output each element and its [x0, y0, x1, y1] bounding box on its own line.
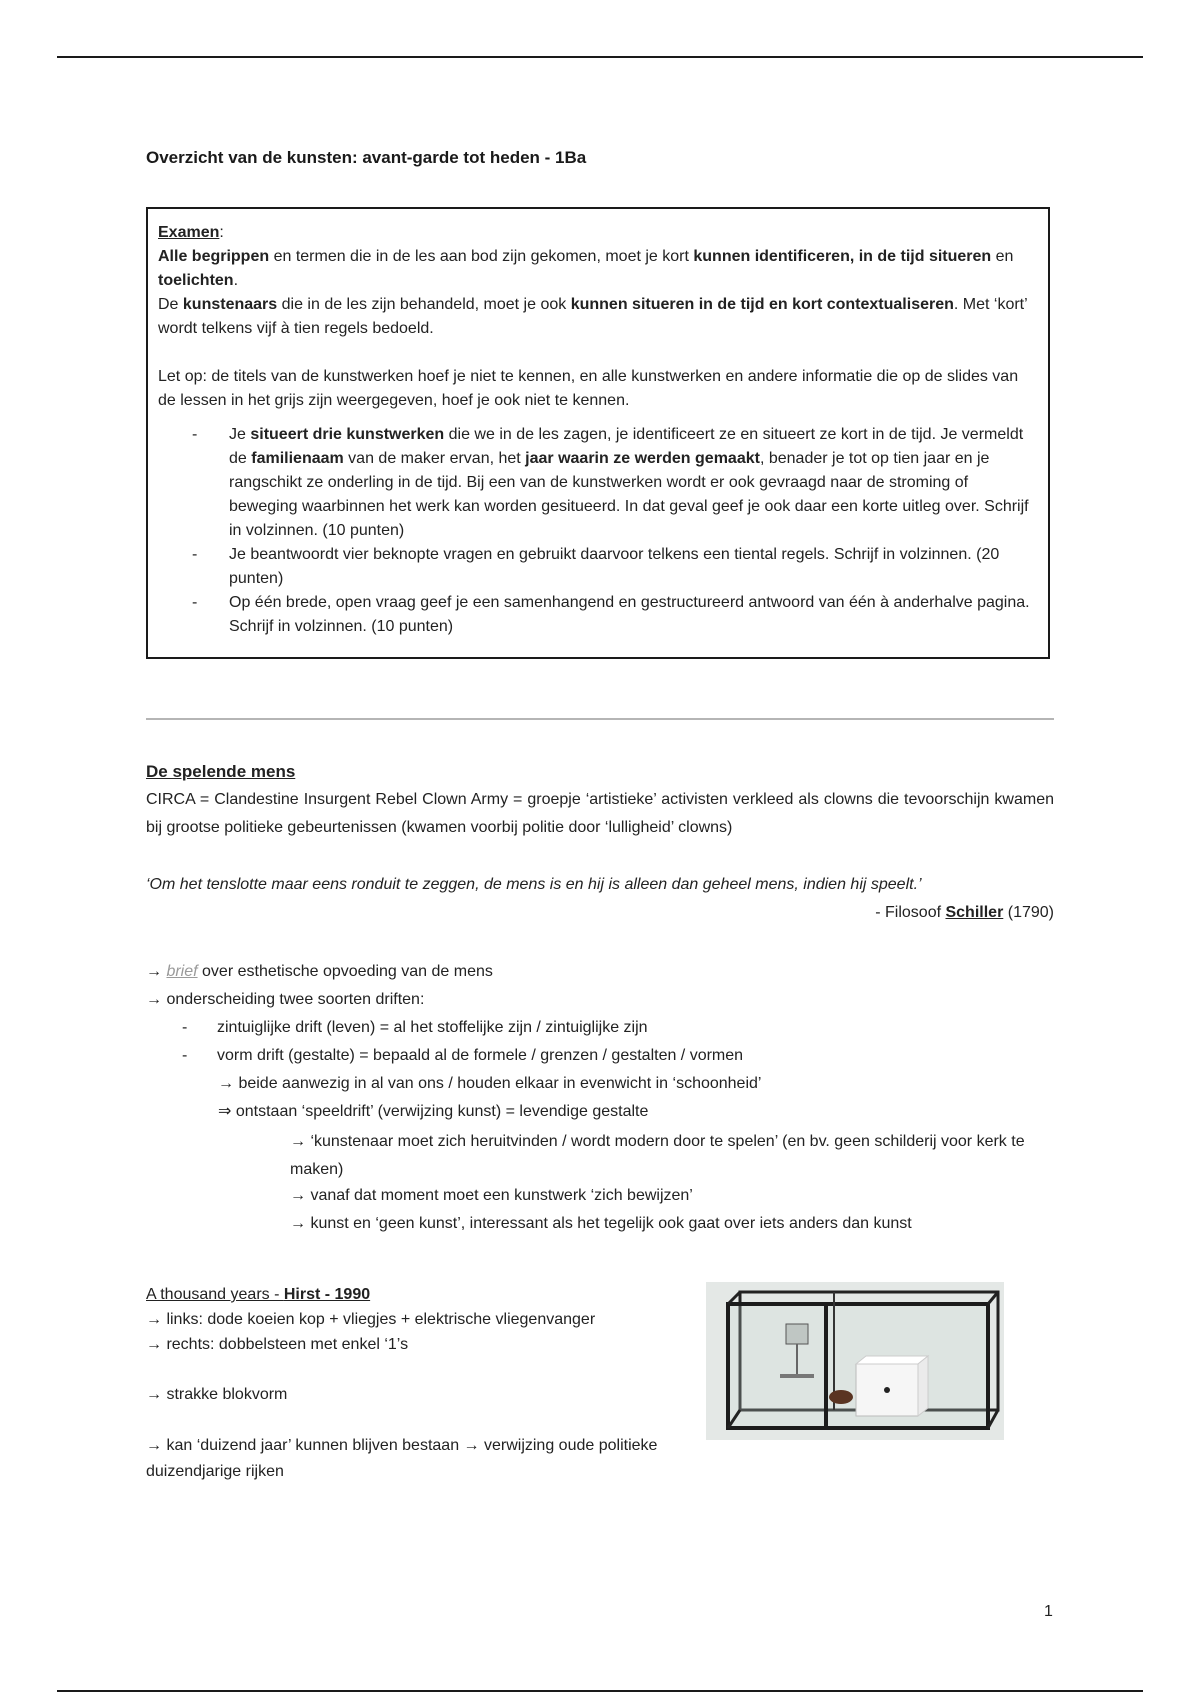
note-line: → onderscheiding twee soorten driften: — [146, 991, 425, 1008]
page-number: 1 — [1044, 1603, 1053, 1620]
artwork-note: → kan ‘duizend jaar’ kunnen blijven bestaan → verwijzing oude politieke duizendjarige rijken — [146, 1437, 658, 1480]
artwork-note: → strakke blokvorm — [146, 1386, 288, 1403]
quote-attribution: - Filosoof Schiller (1790) — [875, 904, 1054, 921]
artwork-note: → links: dode koeien kop + vliegjes + elektrische vliegenvanger — [146, 1311, 596, 1328]
note-line: - vorm drift (gestalte) = bepaald al de formele / grenzen / gestalten / vormen — [182, 1047, 744, 1064]
exam-heading: Examen: — [158, 224, 224, 241]
exam-list-item: - Op één brede, open vraag geef je een samenhangend en gestructureerd antwoord van één à anderhalve pagina. Schrijf in volzinnen. (10 punten) — [229, 591, 1036, 639]
glass-vitrine-illustration — [706, 1282, 1004, 1440]
exam-info-box — [146, 207, 1050, 659]
exam-list-item: - Je beantwoordt vier beknopte vragen en gebruikt daarvoor telkens een tiental regels. Schrijf in volzinnen. (20 punten) — [229, 543, 1036, 591]
circa-paragraph: CIRCA = Clandestine Insurgent Rebel Clown Army = groepje ‘artistieke’ activisten verkleed als clowns die tevoorschijn kwamen bij grootse politieke gebeurtenissen (kwamen voorbij politie door ‘lulligheid’ clowns) — [146, 791, 1054, 836]
note-line: → kunst en ‘geen kunst’, interessant als het tegelijk ook gaat over iets anders dan kunst — [290, 1215, 912, 1232]
exam-list-item: - Je situeert drie kunstwerken die we in de les zagen, je identificeert ze en situeert ze kort in de tijd. Je vermeldt de familienaam van de maker ervan, het jaar waarin ze werden gemaakt, benader je tot op tien jaar en je rangschikt ze onderling in de tijd. Bij een van de kunstwerken wordt er ook gevraagd naar de stroming of beweging waarbinnen het werk kan worden gesitueerd. In dat geval geef je ook daar een korte uitleg over. Schrijf in volzinnen. (10 punten) — [229, 423, 1036, 543]
footer-rule — [57, 1690, 1143, 1692]
document-title: Overzicht van de kunsten: avant-garde tot heden - 1Ba — [146, 148, 587, 167]
exam-paragraph-3: Let op: de titels van de kunstwerken hoef je niet te kennen, en alle kunstwerken en andere informatie die op de slides van de lessen in het grijs zijn weergegeven, hoef je ook niet te kennen. — [158, 368, 1019, 409]
notes-list — [146, 960, 1054, 1240]
exam-paragraph-2: De kunstenaars die in de les zijn behandeld, moet je ook kunnen situeren in de tijd en kort contextualiseren. Met ‘kort’ wordt telkens vijf à tien regels bedoeld. — [158, 296, 1028, 337]
schiller-quote-block — [146, 873, 1054, 925]
exam-list — [158, 423, 1036, 639]
note-line: → brief over esthetische opvoeding van de mens — [146, 963, 493, 980]
note-line: → ‘kunstenaar moet zich heruitvinden / wordt modern door te spelen’ (en bv. geen schilderij voor kerk te maken) — [290, 1133, 1025, 1178]
schiller-quote: ‘Om het tenslotte maar eens ronduit te zeggen, de mens is en hij is alleen dan geheel mens, indien hij speelt.’ — [146, 876, 922, 893]
section-spelende-mens — [146, 760, 1054, 842]
note-line: ⇒ ontstaan ‘speeldrift’ (verwijzing kunst) = levendige gestalte — [218, 1103, 649, 1120]
section-title: De spelende mens — [146, 762, 296, 781]
artwork-photo — [706, 1282, 1004, 1440]
section-divider — [146, 718, 1054, 720]
note-line: → beide aanwezig in al van ons / houden elkaar in evenwicht in ‘schoonheid’ — [218, 1075, 762, 1092]
brief-link[interactable]: brief — [166, 963, 198, 980]
note-line: - zintuiglijke drift (leven) = al het stoffelijke zijn / zintuiglijke zijn — [182, 1019, 648, 1036]
artwork-title: A thousand years - Hirst - 1990 — [146, 1286, 371, 1303]
header-rule — [57, 56, 1143, 58]
artwork-note: → rechts: dobbelsteen met enkel ‘1’s — [146, 1336, 409, 1353]
note-line: → vanaf dat moment moet een kunstwerk ‘zich bewijzen’ — [290, 1187, 693, 1204]
artwork-notes — [146, 1283, 686, 1485]
exam-paragraph-1: Alle begrippen en termen die in de les aan bod zijn gekomen, moet je kort kunnen identificeren, in de tijd situeren en toelichten. — [158, 248, 1014, 289]
